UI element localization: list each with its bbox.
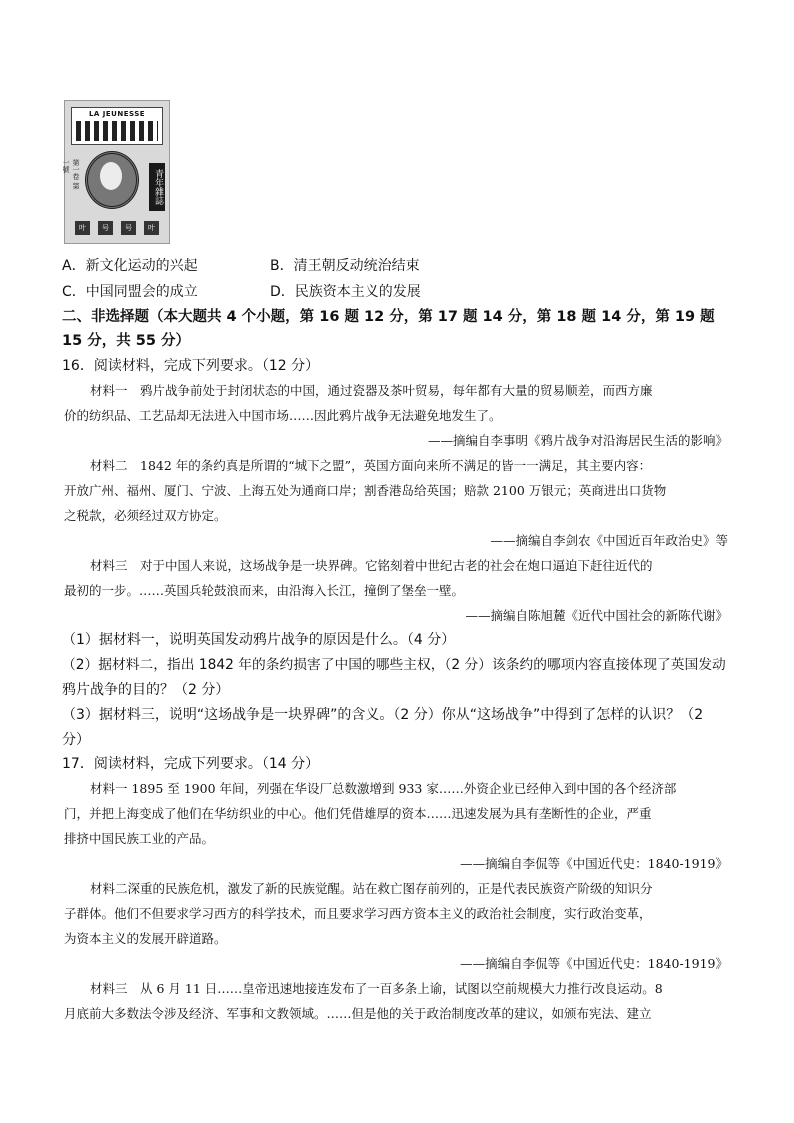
q17-material2-line1: 材料二深重的民族危机，激发了新的民族觉醒。站在救亡图存前列的，正是代表民族资产阶级的知识分 <box>90 881 653 896</box>
q16-title: 16．阅读材料，完成下列要求。（12 分） <box>62 358 320 374</box>
cover-strip-char: 号 <box>121 221 136 235</box>
q17-material2-line3: 为资本主义的发展开辟道路。 <box>64 931 227 946</box>
q16-material2-source: ——摘编自李剑农《中国近百年政治史》等 <box>490 533 728 548</box>
q16-material1-line2: 价的纺织品、工艺品却无法进入中国市场……因此鸦片战争无法避免地发生了。 <box>64 408 502 423</box>
q17-material3-line2: 月底前大多数法令涉及经济、军事和文教领域。……但是他的关于政治制度改革的建议，如颁布宪法、建立 <box>64 1006 652 1021</box>
cover-masthead <box>71 107 163 145</box>
cover-masthead-text: LA JEUNESSE <box>88 110 146 118</box>
section2-heading-line2: 15 分，共 55 分） <box>62 333 191 349</box>
cover-strip-char: 号 <box>98 221 113 235</box>
q16-material2-line2: 开放广州、福州、厦门、宁波、上海五处为通商口岸；割香港岛给英国；赔款 2100 万银元；英商进出口货物 <box>64 483 667 498</box>
q16-material3-source: ——摘编自陈旭麓《近代中国社会的新陈代谢》 <box>465 608 728 623</box>
q16-subquestion3-line2: 分） <box>62 732 90 748</box>
q17-material3-line1: 材料三 从 6 月 11 日……皇帝迅速地接连发布了一百多条上谕，试图以空前规模大力推行改良运动。8 <box>90 981 663 996</box>
q17-material1-line3: 排挤中国民族工业的产品。 <box>64 831 215 846</box>
cover-figures <box>76 121 158 141</box>
q17-material1-line1: 材料一 1895 至 1900 年间，列强在华设厂总数激增到 933 家……外资企业已经伸入到中国的各个经济部 <box>90 781 677 796</box>
q17-material2-line2: 子群体。他们不但要求学习西方的科学技术，而且要求学习西方资本主义的政治社会制度，实行政治变革， <box>64 906 652 921</box>
cover-bottom-strip <box>75 221 159 235</box>
q16-material2-line3: 之税款，必须经过双方协定。 <box>64 508 227 523</box>
q16-material1-line1: 材料一 鸦片战争前处于封闭状态的中国，通过瓷器及茶叶贸易，每年都有大量的贸易顺差，而西方廉 <box>90 383 653 398</box>
cover-strip-char: 叶 <box>75 221 90 235</box>
q16-subquestion2-line2: 鸦片战争的目的？（2 分） <box>62 682 230 698</box>
cover-strip-char: 叶 <box>144 221 159 235</box>
option-c: C．中国同盟会的成立 <box>62 284 198 300</box>
q16-subquestion1: （1）据材料一，说明英国发动鸦片战争的原因是什么。（4 分） <box>62 632 456 648</box>
option-d: D．民族资本主义的发展 <box>270 284 421 300</box>
q17-material1-line2: 门，并把上海变成了他们在华纺织业的中心。他们凭借雄厚的资本……迅速发展为具有垄断性的企业，严重 <box>64 806 652 821</box>
q16-subquestion2-line1: （2）据材料二，指出 1842 年的条约损害了中国的哪些主权，（2 分）该条约的哪项内容直接体现了英国发动 <box>62 657 726 673</box>
q16-subquestion3-line1: （3）据材料三，说明“这场战争是一块界碑”的含义。（2 分）你从“这场战争”中得到了怎样的认识？（2 <box>62 707 704 723</box>
q17-material1-source: ——摘编自李侃等《中国近代史：1840-1919》 <box>460 856 728 871</box>
option-b: B．清王朝反动统治结束 <box>270 258 420 274</box>
cover-portrait-face <box>100 162 122 190</box>
q16-material3-line2: 最初的一步。……英国兵轮鼓浪而来，由沿海入长江，撞倒了堡垒一壁。 <box>64 583 465 598</box>
magazine-cover-image <box>64 100 170 244</box>
cover-issue: 第一卷 第一號 <box>62 159 80 190</box>
q16-material3-line1: 材料三 对于中国人来说，这场战争是一块界碑。它铭刻着中世纪古老的社会在炮口逼迫下赶往近代的 <box>90 558 653 573</box>
option-a: A．新文化运动的兴起 <box>62 258 198 274</box>
q17-title: 17．阅读材料，完成下列要求。（14 分） <box>62 756 320 772</box>
section2-heading-line1: 二、非选择题（本大题共 4 个小题，第 16 题 12 分，第 17 题 14 分，第 18 题 14 分，第 19 题 <box>62 309 715 325</box>
cover-portrait <box>85 151 139 209</box>
cover-side-title: 青年雜誌 <box>149 163 165 211</box>
q17-material2-source: ——摘编自李侃等《中国近代史：1840-1919》 <box>460 956 728 971</box>
q16-material1-source: ——摘编自李事明《鸦片战争对沿海居民生活的影响》 <box>427 433 728 448</box>
q16-material2-line1: 材料二 1842 年的条约真是所谓的“城下之盟”，英国方面向来所不满足的皆一一满足，其主要内容： <box>90 458 652 473</box>
